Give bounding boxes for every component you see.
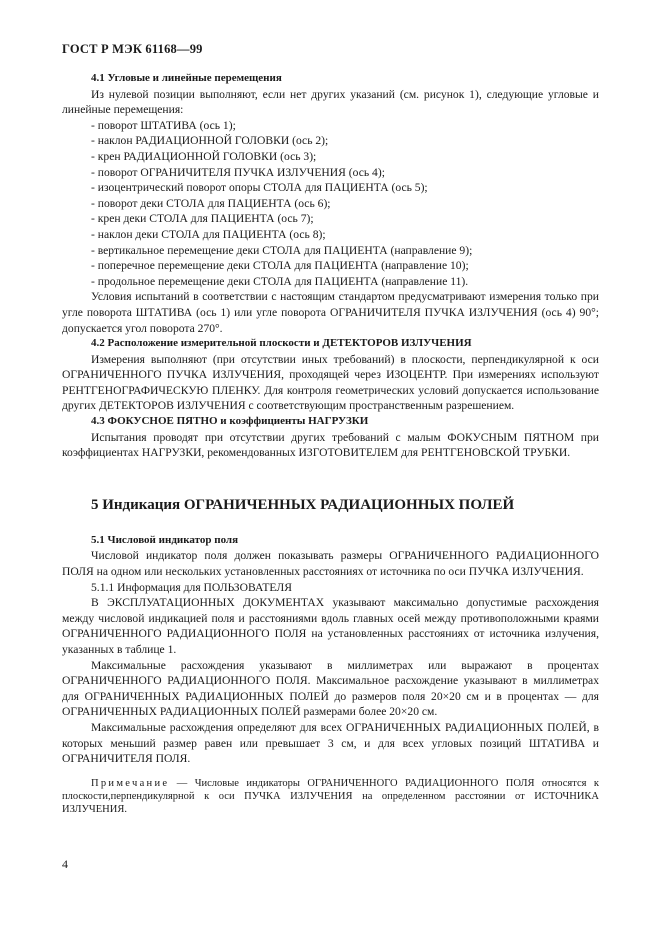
list-item: - поперечное перемещение деки СТОЛА для ПАЦИЕНТА (направление 10); — [91, 259, 469, 273]
section-4-2-text: Измерения выполняют (при отсутствии иных требований) в плоскости, перпендикулярной к оси ОГРАНИЧЕННОГО ПУЧКА ИЗЛУЧЕНИЯ, проходящей через ИЗОЦЕНТР. При измерениях используют РЕНТГЕНОГРАФИЧЕСКУЮ ПЛЕНКУ. Для контроля геометрических условий допускается использование других ДЕТЕКТОРОВ ИЗЛУЧЕНИЯ с соответствующим пространственным разрешением. — [62, 352, 599, 413]
section-5-1-1-p2: Максимальные расхождения указывают в миллиметрах или выражают в процентах ОГРАНИЧЕННОГО РАДИАЦИОННОГО ПОЛЯ. Максимальное расхождение указывают в миллиметрах для ОГРАНИЧЕННЫХ РАДИАЦИОННЫХ ПОЛЕЙ до размеров поля 20×20 см и в процентах — для ОГРАНИЧЕННЫХ РАДИАЦИОННЫХ ПОЛЕЙ размерами более 20×20 см. — [62, 658, 599, 719]
list-item: - продольное перемещение деки СТОЛА для ПАЦИЕНТА (направление 11). — [91, 274, 469, 288]
section-4-2-heading: 4.2 Расположение измерительной плоскости и ДЕТЕКТОРОВ ИЗЛУЧЕНИЯ — [91, 337, 472, 350]
list-item: - наклон РАДИАЦИОННОЙ ГОЛОВКИ (ось 2); — [91, 134, 329, 148]
section-4-1-heading: 4.1 Угловые и линейные перемещения — [91, 72, 282, 84]
list-item: - поворот ШТАТИВА (ось 1); — [91, 118, 236, 132]
spacer — [62, 767, 599, 777]
list-item: - наклон деки СТОЛА для ПАЦИЕНТА (ось 8); — [91, 227, 326, 241]
list-item: - изоцентрический поворот опоры СТОЛА для ПАЦИЕНТА (ось 5); — [91, 181, 428, 195]
section-4-1-conditions: Условия испытаний в соответствии с настоящим стандартом предусматривают измерения только при угле поворота ШТАТИВА (ось 1) или угле поворота ОГРАНИЧИТЕЛЯ ПУЧКА ИЗЛУЧЕНИЯ (ось 4) 90°; допускается угол поворота 270°. — [62, 290, 599, 335]
list-item: - вертикальное перемещение деки СТОЛА для ПАЦИЕНТА (направление 9); — [91, 243, 473, 257]
section-4-3-heading: 4.3 ФОКУСНОЕ ПЯТНО и коэффициенты НАГРУЗКИ — [91, 415, 369, 428]
page-number: 4 — [62, 857, 68, 871]
section-5-1-text: Числовой индикатор поля должен показывать размеры ОГРАНИЧЕННОГО РАДИАЦИОННОГО ПОЛЯ на одном или нескольких установленных расстояниях от источника по оси ПУЧКА ИЗЛУЧЕНИЯ. — [62, 549, 599, 579]
list-item: - поворот деки СТОЛА для ПАЦИЕНТА (ось 6); — [91, 196, 331, 210]
spacer — [62, 514, 599, 533]
standard-header: ГОСТ Р МЭК 61168—99 — [62, 42, 203, 56]
note-label: Примечание — [91, 777, 170, 789]
section-5-1-1-p3: Максимальные расхождения определяют для всех ОГРАНИЧЕННЫХ РАДИАЦИОННЫХ ПОЛЕЙ, в которых меньший размер равен или превышает 3 см, и для всех угловых позиций ШТАТИВА и ОГРАНИЧИТЕЛЯ ПОЛЯ. — [62, 720, 599, 766]
section-4-1-intro: Из нулевой позиции выполняют, если нет других указаний (см. рисунок 1), следующие угловые и линейные перемещения: — [62, 87, 599, 117]
list-item: - крен деки СТОЛА для ПАЦИЕНТА (ось 7); — [91, 212, 314, 226]
spacer — [62, 461, 599, 496]
list-item: - поворот ОГРАНИЧИТЕЛЯ ПУЧКА ИЗЛУЧЕНИЯ (ось 4); — [91, 165, 385, 179]
note-paragraph — [62, 777, 599, 817]
list-item: - крен РАДИАЦИОННОЙ ГОЛОВКИ (ось 3); — [91, 149, 317, 163]
section-5-heading: 5 Индикация ОГРАНИЧЕННЫХ РАДИАЦИОННЫХ ПОЛЕЙ — [91, 496, 515, 513]
section-4-3-text: Испытания проводят при отсутствии других требований с малым ФОКУСНЫМ ПЯТНОМ при коэффициентах НАГРУЗКИ, рекомендованных ИЗГОТОВИТЕЛЕМ для РЕНТГЕНОВСКОЙ ТРУБКИ. — [62, 430, 599, 460]
note-text: — Числовые индикаторы ОГРАНИЧЕННОГО РАДИАЦИОННОГО ПОЛЯ относятся к плоскости,перпендикулярной к оси ПУЧКА ИЗЛУЧЕНИЯ на определенном расстоянии от ИСТОЧНИКА ИЗЛУЧЕНИЯ. — [62, 777, 599, 816]
document-body — [62, 71, 599, 816]
section-5-1-1-p1: В ЭКСПЛУАТАЦИОННЫХ ДОКУМЕНТАХ указывают максимально допустимые расхождения между числовой индикацией поля и расстояниями вдоль главных осей между противоположными краями ОГРАНИЧЕННОГО РАДИАЦИОННОГО ПОЛЯ на установленных расстояниях от источника излучения, указанных в таблице 1. — [62, 596, 599, 656]
section-5-1-1-heading: 5.1.1 Информация для ПОЛЬЗОВАТЕЛЯ — [91, 580, 292, 594]
movements-list — [62, 118, 599, 290]
section-5-1-heading: 5.1 Числовой индикатор поля — [91, 533, 239, 546]
